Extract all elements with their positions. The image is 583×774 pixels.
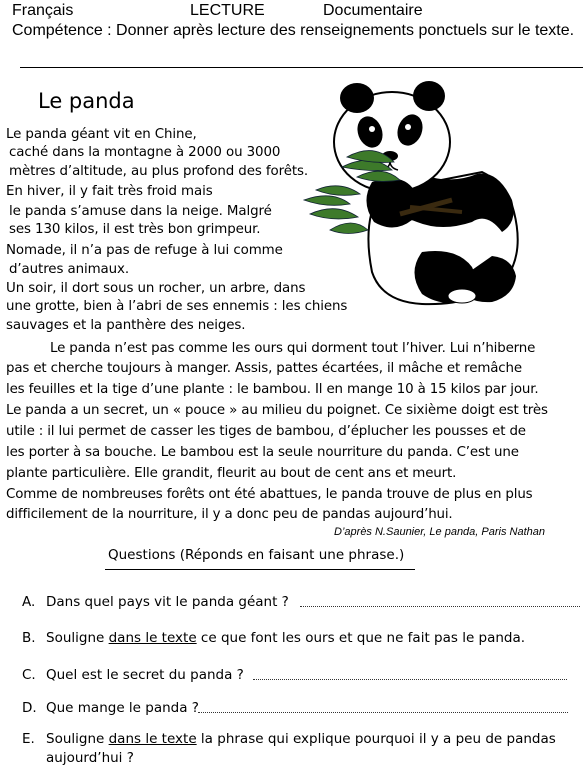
body-line: Le panda a un secret, un « pouce » au milieu du poignet. Ce sixième doigt est très xyxy=(6,403,548,418)
intro-line: le panda s’amuse dans la neige. Malgré xyxy=(9,204,272,219)
intro-line: Un soir, il dort sous un rocher, un arbre, dans xyxy=(6,281,306,296)
body-line: les porter à sa bouche. Le bambou est la seule nourriture du panda. C’est une xyxy=(6,445,519,460)
header-type: Documentaire xyxy=(323,2,423,19)
header-subject: Français xyxy=(12,2,74,19)
question-text: Que mange le panda ? xyxy=(46,700,199,716)
header-divider xyxy=(20,67,583,68)
body-line: Le panda n’est pas comme les ours qui dorment tout l’hiver. Lui n’hiberne xyxy=(50,341,536,356)
source-citation: D’après N.Saunier, Le panda, Paris Nathan xyxy=(334,526,545,538)
questions-heading-underline xyxy=(105,569,415,570)
header-reading: LECTURE xyxy=(190,2,265,19)
question-c xyxy=(22,667,244,683)
question-number: E. xyxy=(22,731,35,747)
intro-line: Nomade, il n’a pas de refuge à lui comme xyxy=(6,243,283,258)
question-underlined-text: dans le texte xyxy=(108,630,197,646)
body-line: difficilement de la nourriture, il y a donc peu de pandas aujourd’hui. xyxy=(6,507,453,522)
question-text: Dans quel pays vit le panda géant ? xyxy=(46,594,289,610)
intro-line: d’autres animaux. xyxy=(9,262,130,277)
question-number: B. xyxy=(22,630,36,646)
intro-line: mètres d’altitude, au plus profond des forêts. xyxy=(9,164,309,179)
body-line: plante particulière. Elle grandit, fleurit au bout de cent ans et meurt. xyxy=(6,466,457,481)
question-a xyxy=(22,594,289,610)
question-text: Souligne xyxy=(46,630,109,646)
intro-line: Le panda géant vit en Chine, xyxy=(6,127,197,142)
intro-line: ses 130 kilos, il est très bon grimpeur. xyxy=(9,222,261,237)
body-line: utile : il lui permet de casser les tiges de bambou, d’éplucher les pousses et de xyxy=(6,424,526,439)
intro-line: En hiver, il y fait très froid mais xyxy=(6,184,213,199)
body-line: Comme de nombreuses forêts ont été abattues, le panda trouve de plus en plus xyxy=(6,487,533,502)
intro-line: caché dans la montagne à 2000 ou 3000 xyxy=(9,145,281,160)
answer-line-a[interactable] xyxy=(300,606,580,607)
question-text: la phrase qui explique pourquoi il y a peu de pandas xyxy=(196,731,556,747)
answer-line-c[interactable] xyxy=(253,679,567,680)
header-competence: Compétence : Donner après lecture des renseignements ponctuels sur le texte. xyxy=(12,22,575,39)
question-text: Souligne xyxy=(46,731,109,747)
intro-line: une grotte, bien à l’abri de ses ennemis : les chiens xyxy=(6,299,348,314)
body-line: les feuilles et la tige d’une plante : le bambou. Il en mange 10 à 15 kilos par jour. xyxy=(6,382,539,397)
question-text: Quel est le secret du panda ? xyxy=(46,667,244,683)
panda-illustration xyxy=(302,72,530,310)
question-e-line2: aujourd’hui ? xyxy=(46,750,134,766)
page-title: Le panda xyxy=(38,89,135,113)
questions-heading: Questions (Réponds en faisant une phrase.) xyxy=(108,547,405,563)
answer-line-d[interactable] xyxy=(198,712,568,713)
question-b xyxy=(22,630,525,646)
question-number: A. xyxy=(22,594,36,610)
question-d xyxy=(22,700,199,716)
question-number: C. xyxy=(22,667,36,683)
question-number: D. xyxy=(22,700,37,716)
body-line: pas et cherche toujours à manger. Assis, pattes écartées, il mâche et remâche xyxy=(6,361,522,376)
intro-line: sauvages et la panthère des neiges. xyxy=(6,318,246,333)
question-e xyxy=(22,731,556,747)
question-underlined-text: dans le texte xyxy=(108,731,197,747)
question-text: ce que font les ours et que ne fait pas le panda. xyxy=(196,630,526,646)
